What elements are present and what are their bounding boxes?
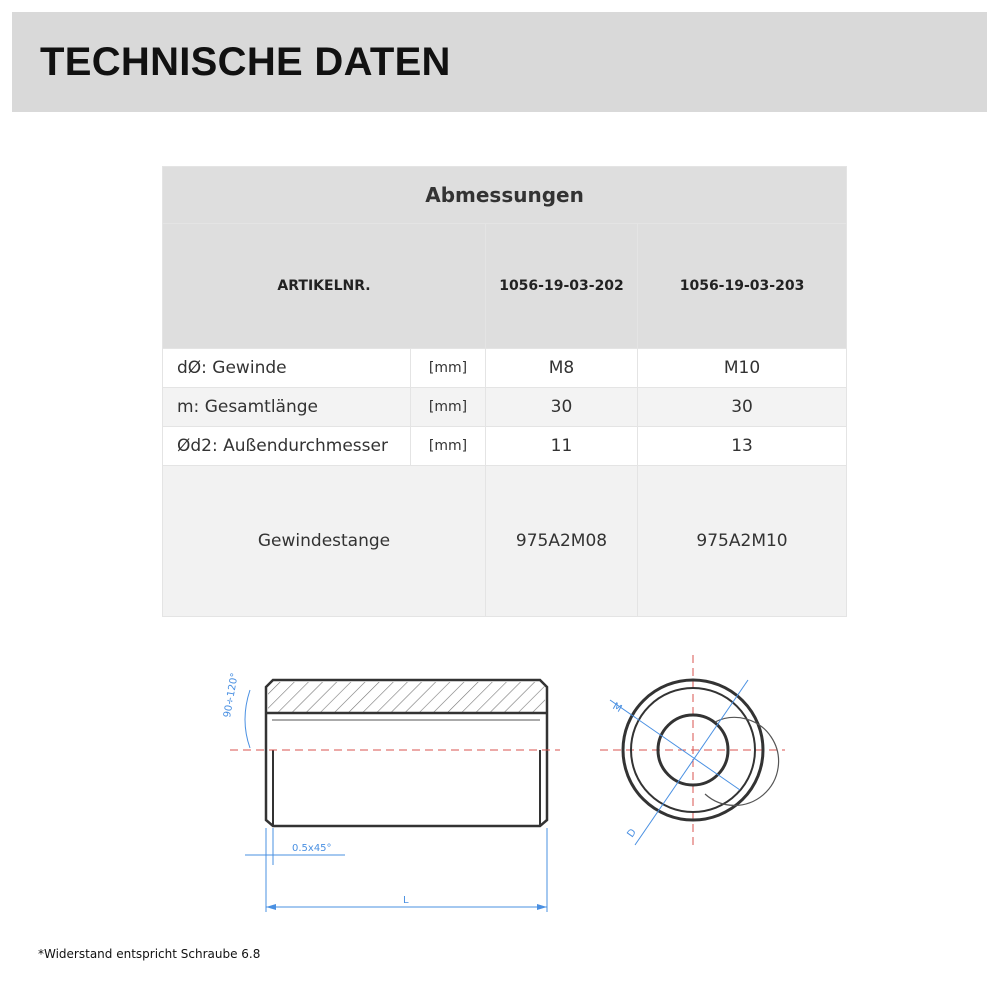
table-row — [163, 349, 847, 388]
length-label: L — [403, 895, 409, 906]
row-value: M10 — [638, 349, 847, 388]
threaded-rod-row — [163, 466, 847, 617]
length-dimension — [266, 828, 547, 912]
table-title-row — [163, 167, 847, 224]
dimensions-table — [162, 166, 847, 617]
front-view — [600, 655, 785, 850]
rod-label: Gewindestange — [163, 466, 486, 617]
article-header-row — [163, 224, 847, 349]
page-title: TECHNISCHE DATEN — [40, 40, 451, 84]
chamfer-dimension — [245, 828, 345, 865]
article-number: 1056-19-03-202 — [486, 224, 638, 349]
diameter-label: D — [625, 827, 639, 840]
article-number: 1056-19-03-203 — [638, 224, 847, 349]
row-unit: [mm] — [411, 388, 486, 427]
row-value: 30 — [638, 388, 847, 427]
row-value: 13 — [638, 427, 847, 466]
row-unit: [mm] — [411, 349, 486, 388]
thread-arc — [705, 717, 779, 805]
row-unit: [mm] — [411, 427, 486, 466]
header-bar — [12, 12, 987, 112]
chamfer-label: 0.5x45° — [292, 843, 332, 854]
section-hatching — [268, 682, 545, 713]
footnote: *Widerstand entspricht Schraube 6.8 — [38, 947, 261, 961]
rod-value: 975A2M08 — [486, 466, 638, 617]
side-view — [230, 680, 560, 826]
thread-label: M — [610, 701, 624, 715]
angle-arc — [245, 690, 250, 748]
rod-value: 975A2M10 — [638, 466, 847, 617]
angle-dimension — [222, 672, 250, 748]
article-label: ARTIKELNR. — [163, 224, 486, 349]
table-title: Abmessungen — [163, 167, 847, 224]
angle-label: 90÷120° — [222, 672, 241, 719]
row-value: 11 — [486, 427, 638, 466]
table-row — [163, 388, 847, 427]
table-row — [163, 427, 847, 466]
row-label: Ød2: Außendurchmesser — [163, 427, 411, 466]
row-label: m: Gesamtlänge — [163, 388, 411, 427]
technical-drawing — [0, 640, 1000, 940]
row-value: M8 — [486, 349, 638, 388]
row-value: 30 — [486, 388, 638, 427]
row-label: dØ: Gewinde — [163, 349, 411, 388]
